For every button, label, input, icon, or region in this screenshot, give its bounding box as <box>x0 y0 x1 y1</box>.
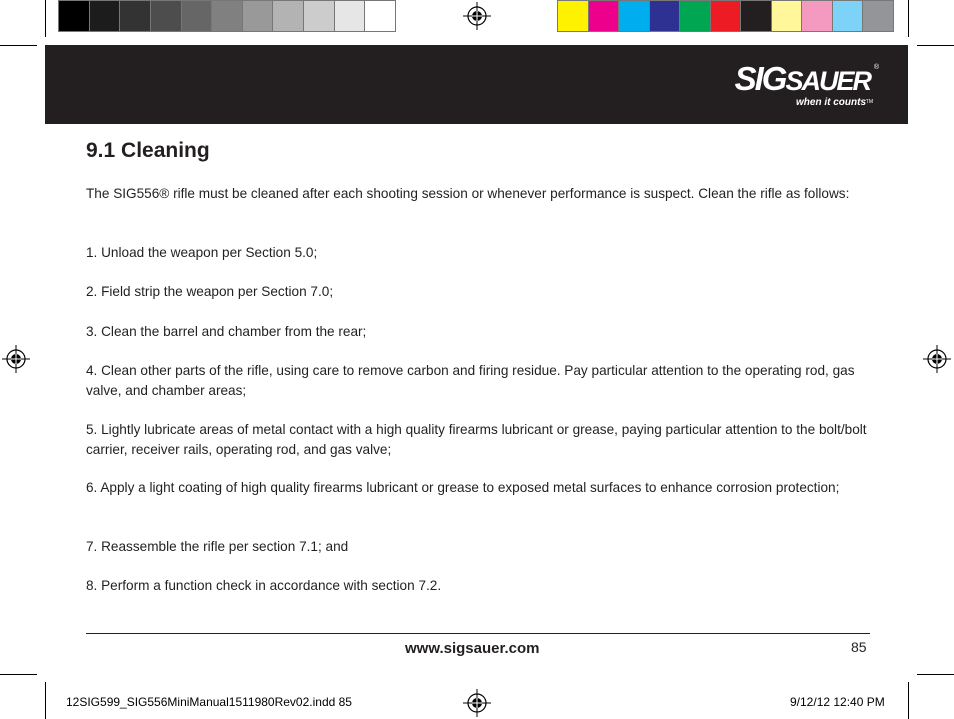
grayscale-swatch <box>90 1 121 31</box>
color-swatch <box>619 1 650 31</box>
crop-mark <box>45 0 46 37</box>
grayscale-swatch <box>182 1 213 31</box>
color-swatch <box>711 1 742 31</box>
logo-registered-mark: ® <box>873 64 879 71</box>
page-number: 85 <box>851 639 867 655</box>
grayscale-swatch <box>243 1 274 31</box>
intro-paragraph: The SIG556® rifle must be cleaned after each shooting session or whenever performance is suspect. Clean the rifle as follows: <box>86 186 850 201</box>
color-swatch <box>558 1 589 31</box>
crop-mark <box>917 674 954 675</box>
logo-trademark: TM <box>865 99 873 105</box>
registration-mark-icon <box>923 345 951 373</box>
crop-mark <box>908 0 909 37</box>
logo-tagline: when it counts <box>796 97 866 108</box>
grayscale-swatch <box>120 1 151 31</box>
color-swatch <box>833 1 864 31</box>
color-swatch <box>741 1 772 31</box>
grayscale-swatch <box>151 1 182 31</box>
color-swatch <box>863 1 893 31</box>
color-swatch-bar <box>557 0 894 32</box>
grayscale-swatch <box>212 1 243 31</box>
step-2: 2. Field strip the weapon per Section 7.0; <box>86 284 334 299</box>
crop-mark <box>45 682 46 719</box>
grayscale-swatch <box>304 1 335 31</box>
step-4: 4. Clean other parts of the rifle, using care to remove carbon and firing residue. Pay particular attention to the operating rod, gas valve, and chamber areas; <box>86 363 855 398</box>
header-band <box>45 45 908 124</box>
color-swatch <box>772 1 803 31</box>
step-6: 6. Apply a light coating of high quality firearms lubricant or grease to exposed metal surfaces to enhance corrosion protection; <box>86 480 840 495</box>
grayscale-swatch-bar <box>58 0 396 32</box>
section-title: 9.1 Cleaning <box>86 139 210 162</box>
step-1: 1. Unload the weapon per Section 5.0; <box>86 245 318 260</box>
logo-sig: SIG <box>734 60 786 97</box>
registration-mark-icon <box>2 345 30 373</box>
slug-date-time: 9/12/12 12:40 PM <box>790 695 885 709</box>
slug-filename: 12SIG599_SIG556MiniManual1511980Rev02.indd 85 <box>66 695 352 709</box>
registration-mark-icon <box>463 2 491 30</box>
crop-mark <box>908 682 909 719</box>
grayscale-swatch <box>365 1 395 31</box>
grayscale-swatch <box>273 1 304 31</box>
step-5: 5. Lightly lubricate areas of metal contact with a high quality firearms lubricant or grease, paying particular attention to the bolt/bolt carrier, receiver rails, operating rod, and gas valve; <box>86 422 867 457</box>
logo-wordmark <box>735 62 870 98</box>
step-8: 8. Perform a function check in accordance with section 7.2. <box>86 578 442 593</box>
color-swatch <box>802 1 833 31</box>
color-swatch <box>589 1 620 31</box>
sig-sauer-logo <box>734 60 879 114</box>
footer-url: www.sigsauer.com <box>405 640 540 657</box>
crop-mark <box>917 45 954 46</box>
registration-mark-icon <box>463 689 491 717</box>
footer-rule <box>86 633 870 634</box>
grayscale-swatch <box>59 1 90 31</box>
step-7: 7. Reassemble the rifle per section 7.1; and <box>86 539 349 554</box>
grayscale-swatch <box>335 1 366 31</box>
crop-mark <box>0 674 37 675</box>
crop-mark <box>0 45 37 46</box>
color-swatch <box>680 1 711 31</box>
logo-sauer: SAUER <box>785 66 870 96</box>
step-3: 3. Clean the barrel and chamber from the rear; <box>86 324 367 339</box>
color-swatch <box>650 1 681 31</box>
